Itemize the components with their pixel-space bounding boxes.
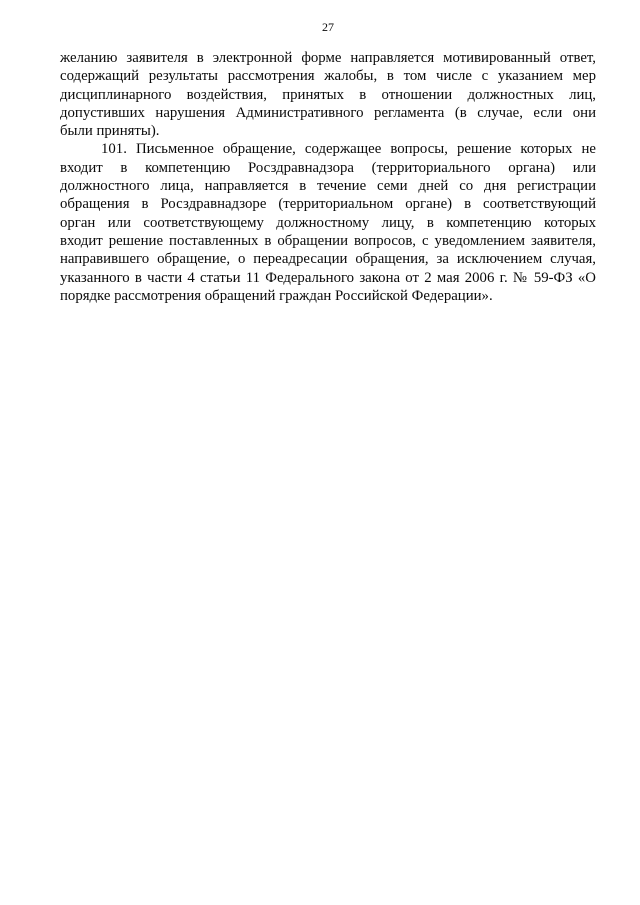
paragraph: [60, 140, 596, 305]
text-line: дисциплинарного воздействия, принятых в отношении должностных лиц,: [60, 86, 596, 103]
text-line: желанию заявителя в электронной форме направляется мотивированный ответ,: [60, 50, 596, 66]
text-line: допустивших нарушения Административного регламента (в случае, если они: [60, 104, 596, 121]
page-number: 27: [322, 20, 334, 34]
text-line: входит в компетенцию Росздравнадзора (территориального органа) или: [60, 159, 596, 176]
text-line: входит решение поставленных в обращении вопросов, с уведомлением заявителя,: [60, 232, 596, 249]
document-body: [60, 49, 596, 305]
text-line: порядке рассмотрения обращений граждан Российской Федерации».: [60, 287, 493, 304]
text-line: 101. Письменное обращение, содержащее вопросы, решение которых не: [101, 141, 596, 158]
text-line: содержащий результаты рассмотрения жалобы, в том числе с указанием мер: [60, 68, 596, 85]
paragraph: [60, 49, 596, 140]
text-line: указанного в части 4 статьи 11 Федерального закона от 2 мая 2006 г. № 59-ФЗ «О: [60, 269, 596, 286]
text-line: орган или соответствующему должностному лицу, в компетенцию которых: [60, 214, 596, 231]
text-line: обращения в Росздравнадзоре (территориальном органе) в соответствующий: [60, 196, 596, 213]
text-line: были приняты).: [60, 123, 160, 140]
text-line: направившего обращение, о переадресации обращения, за исключением случая,: [60, 251, 596, 268]
text-line: должностного лица, направляется в течение семи дней со дня регистрации: [60, 178, 596, 195]
